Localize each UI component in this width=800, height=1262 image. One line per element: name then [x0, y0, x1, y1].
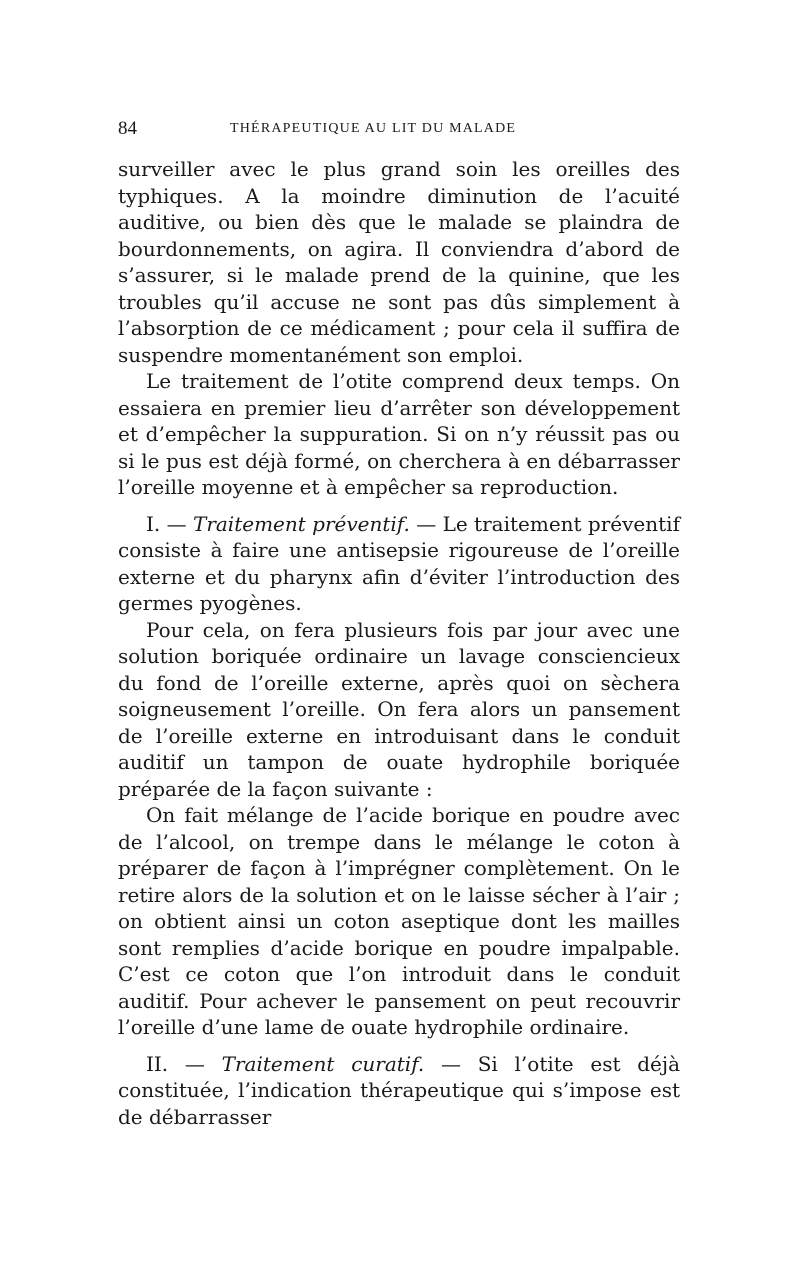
paragraph-curative-treatment — [118, 1051, 680, 1131]
running-head: THÉRAPEUTIQUE AU LIT DU MALADE — [230, 121, 517, 136]
paragraph-boric-cotton: On fait mélange de l’acide borique en poudre avec de l’alcool, on trempe dans le mélange le coton à préparer de façon à l’imprégner complètement. On le retire alors de la solution et on le laisse sécher à l’air ; on obtient ainsi un coton aseptique dont les mailles sont remplies d’acide borique en poudre impalpable. C’est ce coton que l’on introduit dans le conduit auditif. Pour achever le pansement on peut recouvrir l’oreille d’une lame de ouate hydrophile ordinaire. — [118, 803, 680, 1039]
page-header — [118, 118, 678, 140]
curative-text: — Si l’otite est déjà constituée, l’indication thérapeutique qui s’impose est de débarrasser — [118, 1051, 681, 1129]
paragraph-boric-wash: Pour cela, on fera plusieurs fois par jour avec une solution boriquée ordinaire un lavage consciencieux du fond de l’oreille externe, après quoi on sèchera soigneusement l’oreille. On fera alors un pansement de l’oreille externe en introduisant dans le conduit auditif un tampon de ouate hydrophile boriquée préparée de la façon suivante : — [118, 617, 680, 801]
paragraph-preventive-treatment — [118, 511, 680, 617]
section-number-one: I. — — [146, 511, 193, 536]
paragraph-typhoid-ears: surveiller avec le plus grand soin les oreilles des typhiques. A la moindre diminution de l’acuité auditive, ou bien dès que le malade se plaindra de bourdonnements, on agira. Il conviendra d’abord de s’assurer, si le malade prend de la quinine, que les troubles qu’il accuse ne sont pas dûs simplement à l’absorption de ce médicament ; pour cela il suffira de suspendre momentanément son emploi. — [118, 157, 680, 367]
paragraph-otitis-treatment: Le traitement de l’otite comprend deux temps. On essaiera en premier lieu d’arrêter son développement et d’empêcher la suppuration. Si on n’y réussit pas ou si le pus est déjà formé, on cherchera à en débarrasser l’oreille moyenne et à empêcher sa reproduction. — [118, 369, 680, 499]
section-number-two: II. — — [146, 1051, 222, 1076]
page-number: 84 — [118, 118, 137, 139]
preventive-text: — Le traitement préventif consiste à faire une antisepsie rigoureuse de l’oreille externe et du pharynx afin d’éviter l’introduction des germes pyogènes. — [118, 511, 680, 615]
section-title-curative: Traitement curatif. — [221, 1051, 425, 1076]
body-text — [118, 156, 680, 1130]
section-title-preventive: Traitement préventif. — [192, 511, 410, 536]
